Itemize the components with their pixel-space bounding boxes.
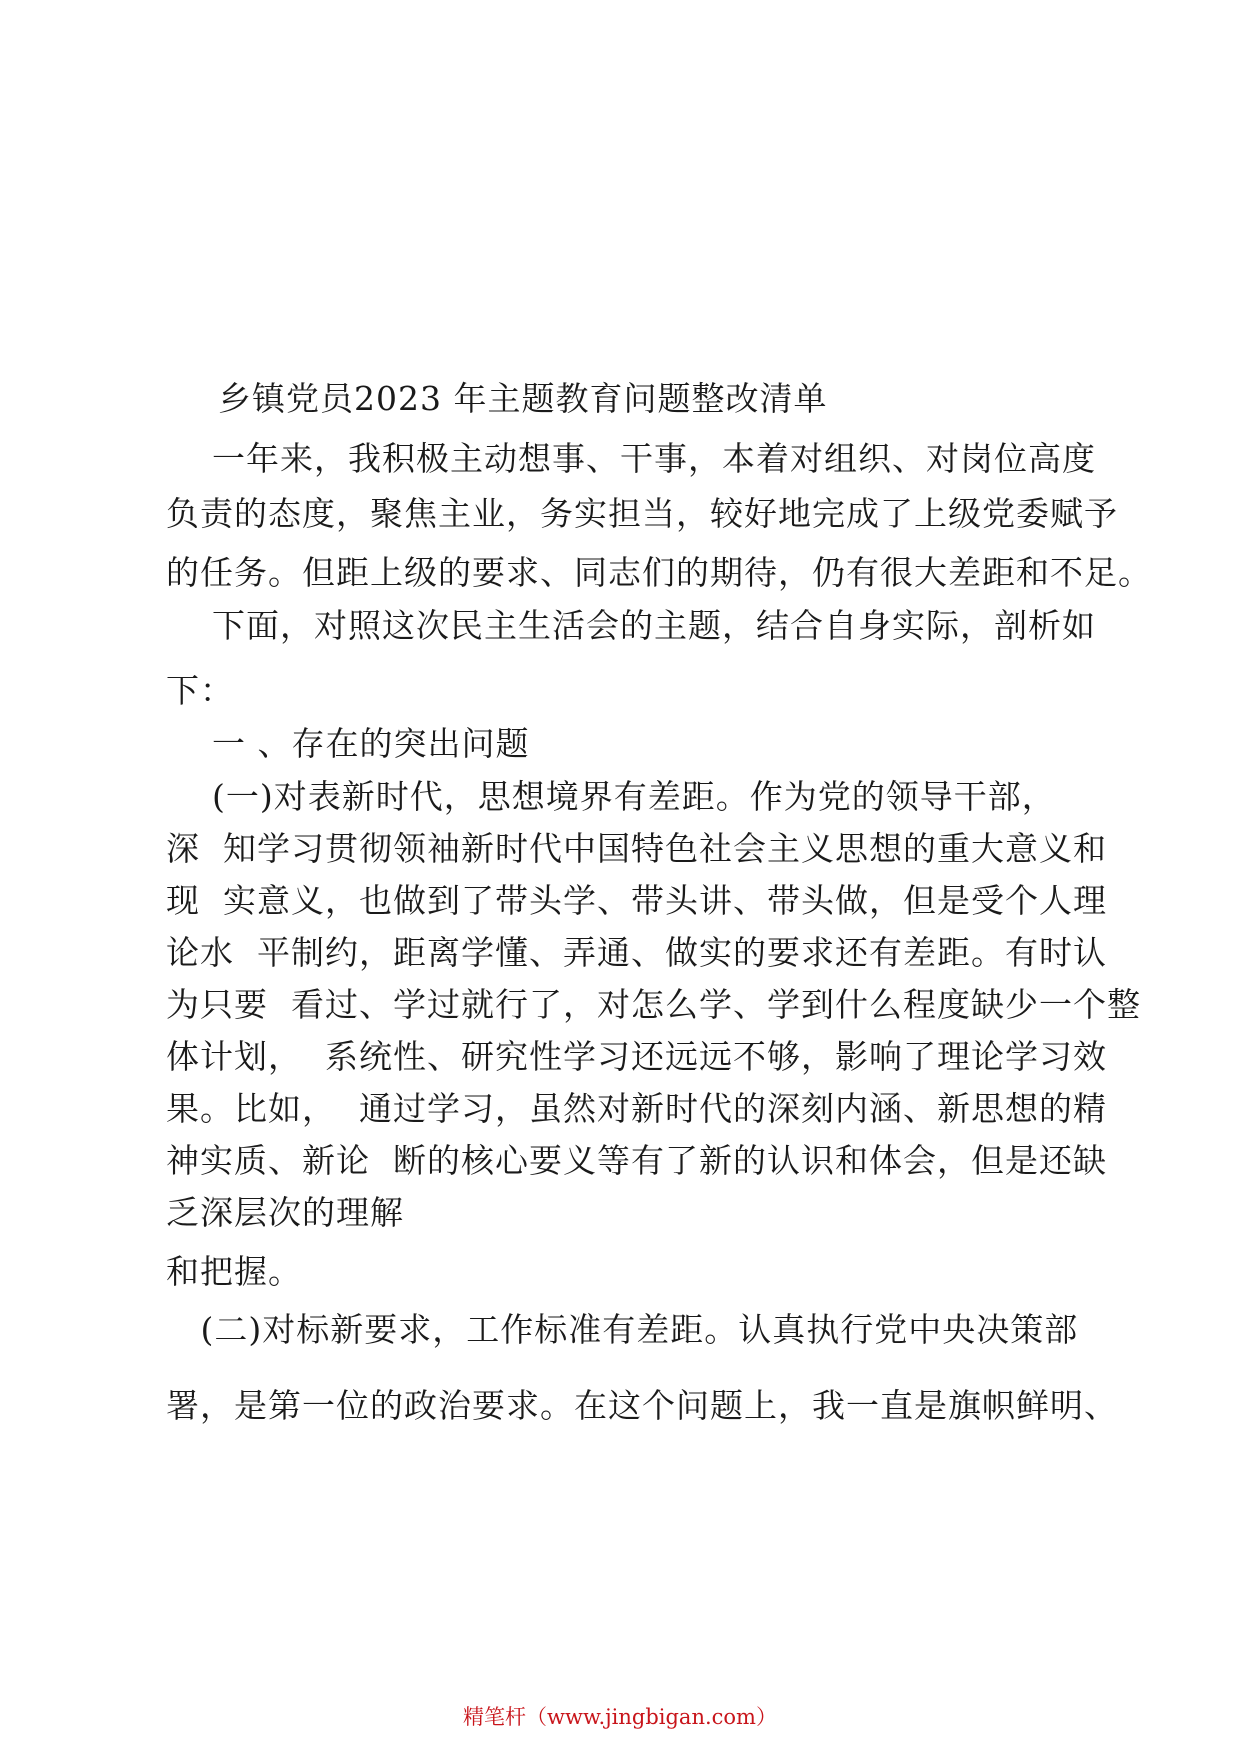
paragraph-line: 署，是第一位的政治要求。在这个问题上，我一直是旗帜鲜明、 [166,1386,1118,1425]
paragraph-line: 负责的态度，聚焦主业，务实担当，较好地完成了上级党委赋予 [166,494,1118,533]
paragraph-line: 深 知学习贯彻领袖新时代中国特色社会主义思想的重大意义和 [166,829,1107,868]
paragraph-line: 神实质、新论 断的核心要义等有了新的认识和体会，但是还缺 [166,1141,1107,1180]
paragraph-line: (二)对标新要求，工作标准有差距。认真执行党中央决策部 [166,1310,1079,1349]
paragraph-line: 果。比如， 通过学习，虽然对新时代的深刻内涵、新思想的精 [166,1089,1107,1128]
footer-watermark-link[interactable]: 精笔杆（www.jingbigan.com） [463,1705,777,1729]
paragraph-line: 的任务。但距上级的要求、同志们的期待，仍有很大差距和不足。 [166,553,1152,592]
paragraph-line: 为只要 看过、学过就行了，对怎么学、学到什么程度缺少一个整 [166,985,1141,1024]
paragraph-line: 论水 平制约，距离学懂、弄通、做实的要求还有差距。有时认 [166,933,1107,972]
paragraph-line: 现 实意义，也做到了带头学、带头讲、带头做，但是受个人理 [166,881,1107,920]
paragraph-line: 乏深层次的理解 [166,1193,404,1232]
paragraph-line: 下： [166,671,234,710]
paragraph-line: 一年来，我积极主动想事、干事，本着对组织、对岗位高度 [166,439,1096,478]
paragraph-line: (一)对表新时代，思想境界有差距。作为党的领导干部， [166,777,1056,816]
paragraph-line: 下面，对照这次民主生活会的主题，结合自身实际，剖析如 [166,606,1096,645]
document-title: 乡镇党员2023 年主题教育问题整改清单 [218,379,828,418]
section-heading: 一 、存在的突出问题 [166,724,530,763]
paragraph-line: 体计划， 系统性、研究性学习还远远不够，影响了理论学习效 [166,1037,1107,1076]
paragraph-line: 和把握。 [166,1252,302,1291]
